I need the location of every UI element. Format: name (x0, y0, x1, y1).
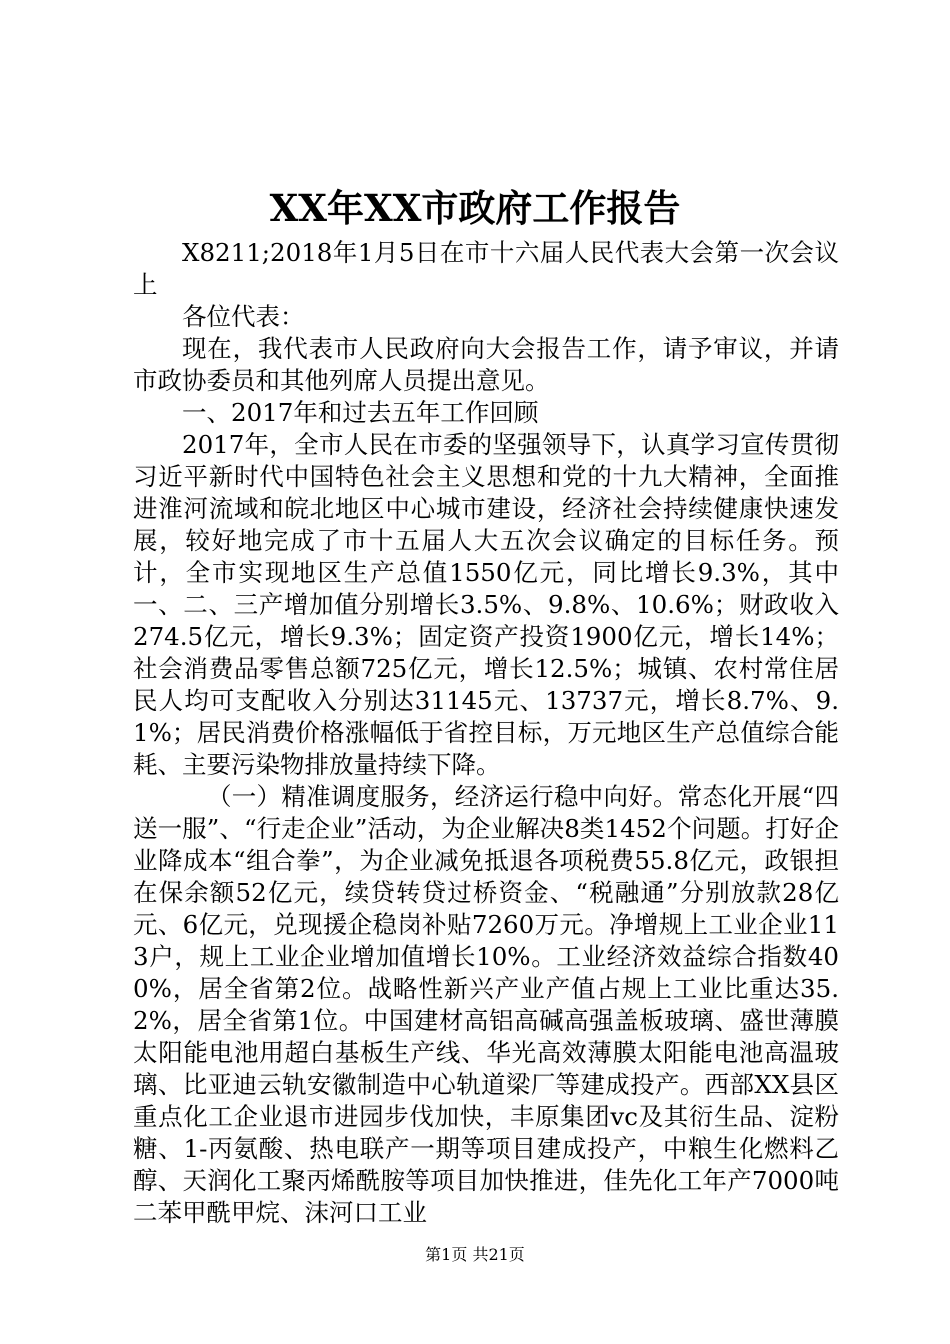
page-footer: 第1页 共21页 (425, 1245, 525, 1264)
meeting-info-paragraph: X8211;2018年1月5日在市十六届人民代表大会第一次会议上 (133, 238, 839, 299)
opening-paragraph: 现在，我代表市人民政府向大会报告工作，请予审议，并请市政协委员和其他列席人员提出意见。 (133, 334, 839, 395)
section-heading: 一、2017年和过去五年工作回顾 (182, 398, 539, 427)
salutation-paragraph: 各位代表： (182, 302, 305, 331)
document-body (133, 237, 839, 1229)
subsection-paragraph: （一）精准调度服务，经济运行稳中向好。常态化开展“四送一服”、“行走企业”活动，为企业解决8类1452个问题。打好企业降成本“组合拳”，为企业减免抵退各项税费55.8亿元，政银担在保余额52亿元，续贷转贷过桥资金、“税融通”分别放款28亿元、6亿元，兑现援企稳岗补贴7260万元。净增规上工业企业113户，规上工业企业增加值增长10%。工业经济效益综合指数400%，居全省第2位。战略性新兴产业产值占规上工业比重达35.2%，居全省第1位。中国建材高铝高碱高强盖板玻璃、盛世薄膜太阳能电池用超白基板生产线、华光高效薄膜太阳能电池高温玻璃、比亚迪云轨安徽制造中心轨道梁厂等建成投产。西部XX县区重点化工企业退市进园步伐加快，丰原集团vc及其衍生品、淀粉糖、1-丙氨酸、热电联产一期等项目建成投产，中粮生化燃料乙醇、天润化工聚丙烯酰胺等项目加快推进，佳先化工年产7000吨二苯甲酰甲烷、沫河口工业 (133, 782, 839, 1227)
review-paragraph: 2017年，全市人民在市委的坚强领导下，认真学习宣传贯彻习近平新时代中国特色社会主义思想和党的十九大精神，全面推进淮河流域和皖北地区中心城市建设，经济社会持续健康快速发展，较好地完成了市十五届人大五次会议确定的目标任务。预计，全市实现地区生产总值1550亿元，同比增长9.3%，其中一、二、三产增加值分别增长3.5%、9.8%、10.6%；财政收入274.5亿元，增长9.3%；固定资产投资1900亿元，增长14%；社会消费品零售总额725亿元，增长12.5%；城镇、农村常住居民人均可支配收入分别达31145元、13737元，增长8.7%、9.1%；居民消费价格涨幅低于省控目标，万元地区生产总值综合能耗、主要污染物排放量持续下降。 (133, 430, 839, 779)
document-title: XX年XX市政府工作报告 (269, 186, 681, 230)
